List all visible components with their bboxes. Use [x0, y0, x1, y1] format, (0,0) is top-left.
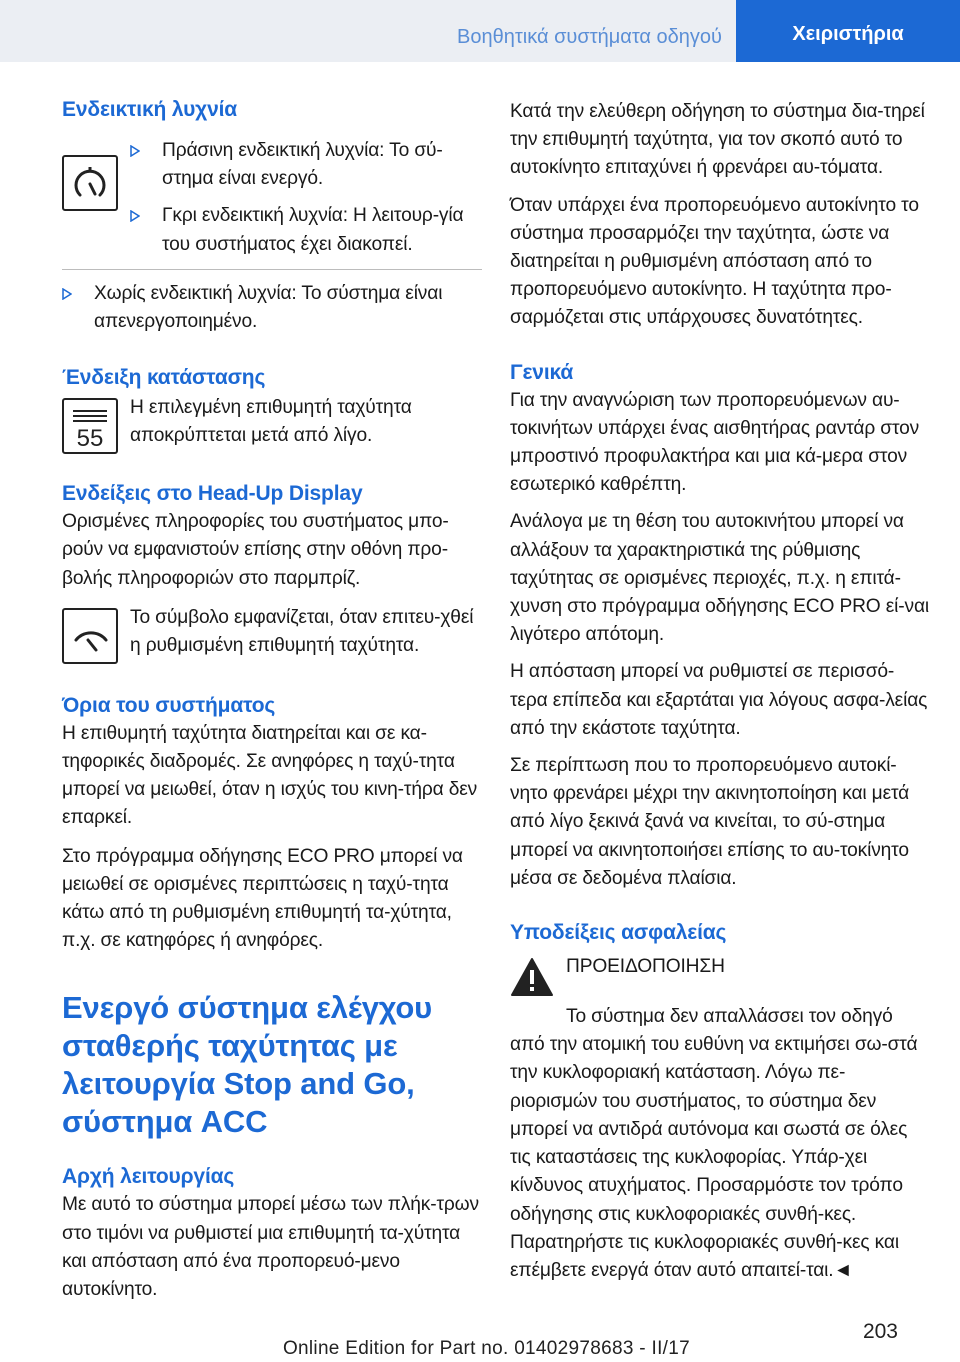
header-section-title: Βοηθητικά συστήματα οδηγού	[457, 26, 722, 48]
general-heading: Γενικά	[510, 360, 574, 384]
acc-heading-line: σταθερής ταχύτητας με	[62, 1028, 398, 1064]
indicator-heading: Ενδεικτική λυχνία	[62, 98, 238, 121]
general-paragraph-3: Η απόσταση μπορεί να ρυθμιστεί σε περισσό-τερα επίπεδα και εξαρτάται για λόγους ασφα-λείας από την εκάστοτε ταχύτητα.	[510, 661, 928, 739]
right-column	[510, 98, 930, 1285]
list-item	[62, 280, 482, 336]
hud-text: Ορισμένες πληροφορίες του συστήματος μπο-ρούν να εμφανιστούν επίσης στην οθόνη προ-βολής πληροφοριών στο παρμπρίζ.	[62, 511, 449, 589]
warning-triangle-icon	[510, 957, 554, 997]
header-chapter-tab: Χειριστήρια	[736, 0, 960, 62]
status-text: Η επιλεγμένη επιθυμητή ταχύτητα αποκρύπτεται μετά από λίγο.	[130, 397, 412, 447]
hud-symbol-text: Το σύμβολο εμφανίζεται, όταν επιτευ-χθεί η ρυθμισμένη επιθυμητή ταχύτητα.	[130, 606, 474, 657]
divider	[62, 269, 482, 270]
warning-text: Το σύστημα δεν απαλλάσσει τον οδηγό από την ατομική του ευθύνη να εκτιμήσει σω-στά την κυκλοφοριακή κατάσταση. Λόγω πε-ριορισμών του συστήματος, το σύστημα δεν μπορεί να αντιδρά αυτόνομα και σωστά σε όλες τις καταστάσεις της κυκλοφορίας. Υπάρ-χει κίνδυνος ατυχήματος. Προσαρμόστε τον τρόπο οδήγησης στις κυκλοφοριακές συνθή-κες. Παρατηρήστε τις κυκλοφοριακές συνθή-κες και επέμβετε ενεργά όταν αυτό απαιτεί-ται.◄	[510, 1006, 918, 1281]
general-paragraph-4: Σε περίπτωση που το προπορευόμενο αυτοκί-νητο φρενάρει μέχρι την ακινητοποίηση και μετά από λίγο ξεκινά ξανά να κινείται, το σύ-στημα μπορεί να ακινητοποιήσει επίσης το αυ-τοκίνητο μέσα σε δεδομένα πλαίσια.	[510, 755, 910, 889]
indicator-status-list	[130, 137, 482, 259]
list-item	[130, 137, 482, 193]
warning-label-block	[566, 953, 930, 981]
left-column	[62, 96, 482, 1304]
warning-row	[510, 953, 930, 997]
acc-heading	[62, 989, 482, 1141]
principle-text: Με αυτό το σύστημα μπορεί μέσω των πλήκ-τρων στο τιμόνι να ρυθμιστεί μια επιθυμητή τα-χύτητα και απόσταση από ένα προπορευό-μενο αυτοκίνητο.	[62, 1194, 479, 1301]
indicator-grey-text: Γκρι ενδεικτική λυχνία: Η λειτουρ-γία του συστήματος έχει διακοπεί.	[162, 205, 464, 255]
acc-heading-line: σύστημα ACC	[62, 1104, 268, 1140]
general-paragraph-2: Ανάλογα με τη θέση του αυτοκινήτου μπορεί να αλλάξουν τα χαρακτηριστικά της ρύθμισης ταχύτητας σε ορισμένες περιοχές, π.χ. η επιτά-χυνση στο πρόγραμμα οδήγησης ECO PRO εί-ναι λιγότερο απότομη.	[510, 511, 930, 646]
limits-heading: Όρια του συστήματος	[62, 693, 276, 717]
status-heading: Ένδειξη κατάστασης	[62, 366, 266, 390]
hud-symbol-row	[62, 604, 482, 664]
indicator-none-list	[62, 280, 482, 336]
speed-display-icon	[62, 398, 118, 454]
warning-label: ΠΡΟΕΙΔΟΠΟΙΗΣΗ	[566, 956, 725, 978]
safety-heading: Υποδείξεις ασφαλείας	[510, 921, 727, 945]
triangle-bullet-icon	[130, 202, 152, 230]
right-paragraph-2: Όταν υπάρχει ένα προπορευόμενο αυτοκίνητο το σύστημα προσαρμόζει την ταχύτητα, ώστε να διατηρείται η ρυθμισμένη απόσταση από το προπορευόμενο αυτοκίνητο. Η ταχύτητα προ-σαρμόζεται στις υπάρχουσες δυνατότητες.	[510, 194, 919, 329]
indicator-green-text: Πράσινη ενδεικτική λυχνία: Το σύ-στημα είναι ενεργό.	[162, 140, 443, 190]
limits-paragraph-2: Στο πρόγραμμα οδήγησης ECO PRO μπορεί να μειωθεί σε ορισμένες περιπτώσεις η ταχύ-τητα κάτω από τη ρυθμισμένη επιθυμητή τα-χύτητα, π.χ. σε κατηφόρες ή ανηφόρες.	[62, 845, 463, 952]
right-paragraph-1: Κατά την ελεύθερη οδήγηση το σύστημα δια-τηρεί την επιθυμητή ταχύτητα, για τον σκοπό αυτό το αυτοκίνητο επιταχύνει ή φρενάρει αυ-τόματα.	[510, 101, 925, 179]
hud-speed-reached-icon	[62, 608, 118, 664]
page-number: 203	[862, 1320, 898, 1343]
triangle-bullet-icon	[130, 137, 152, 165]
edition-footer: Online Edition for Part no. 01402978683 - II/17	[282, 1338, 690, 1359]
acc-heading-line: Ενεργό σύστημα ελέγχου	[62, 990, 433, 1026]
general-paragraph-1: Για την αναγνώριση των προπορευόμενων αυ-τοκινήτων υπάρχει ένας αισθητήρας ραντάρ στον μπροστινό προφυλακτήρα και μια κά-μερα στον εσωτερικό καθρέπτη.	[510, 389, 920, 496]
status-row	[62, 394, 482, 454]
hud-heading: Ενδείξεις στο Head-Up Display	[62, 482, 363, 506]
cruise-control-icon	[62, 155, 118, 211]
acc-heading-line: λειτουργία Stop and Go,	[62, 1066, 415, 1102]
principle-heading: Αρχή λειτουργίας	[62, 1165, 235, 1189]
triangle-bullet-icon	[62, 280, 84, 308]
limits-paragraph-1: Η επιθυμητή ταχύτητα διατηρείται και σε κα-τηφορικές διαδρομές. Σε ανηφόρες η ταχύ-τητα μπορεί να μειωθεί, όταν η ισχύς του κινη-τήρα δεν επαρκεί.	[62, 722, 478, 829]
list-item	[130, 202, 482, 258]
indicator-row	[62, 137, 482, 259]
indicator-none-text: Χωρίς ενδεικτική λυχνία: Το σύστημα είναι απενεργοποιημένο.	[94, 282, 443, 333]
speed-value: 55	[76, 425, 104, 452]
